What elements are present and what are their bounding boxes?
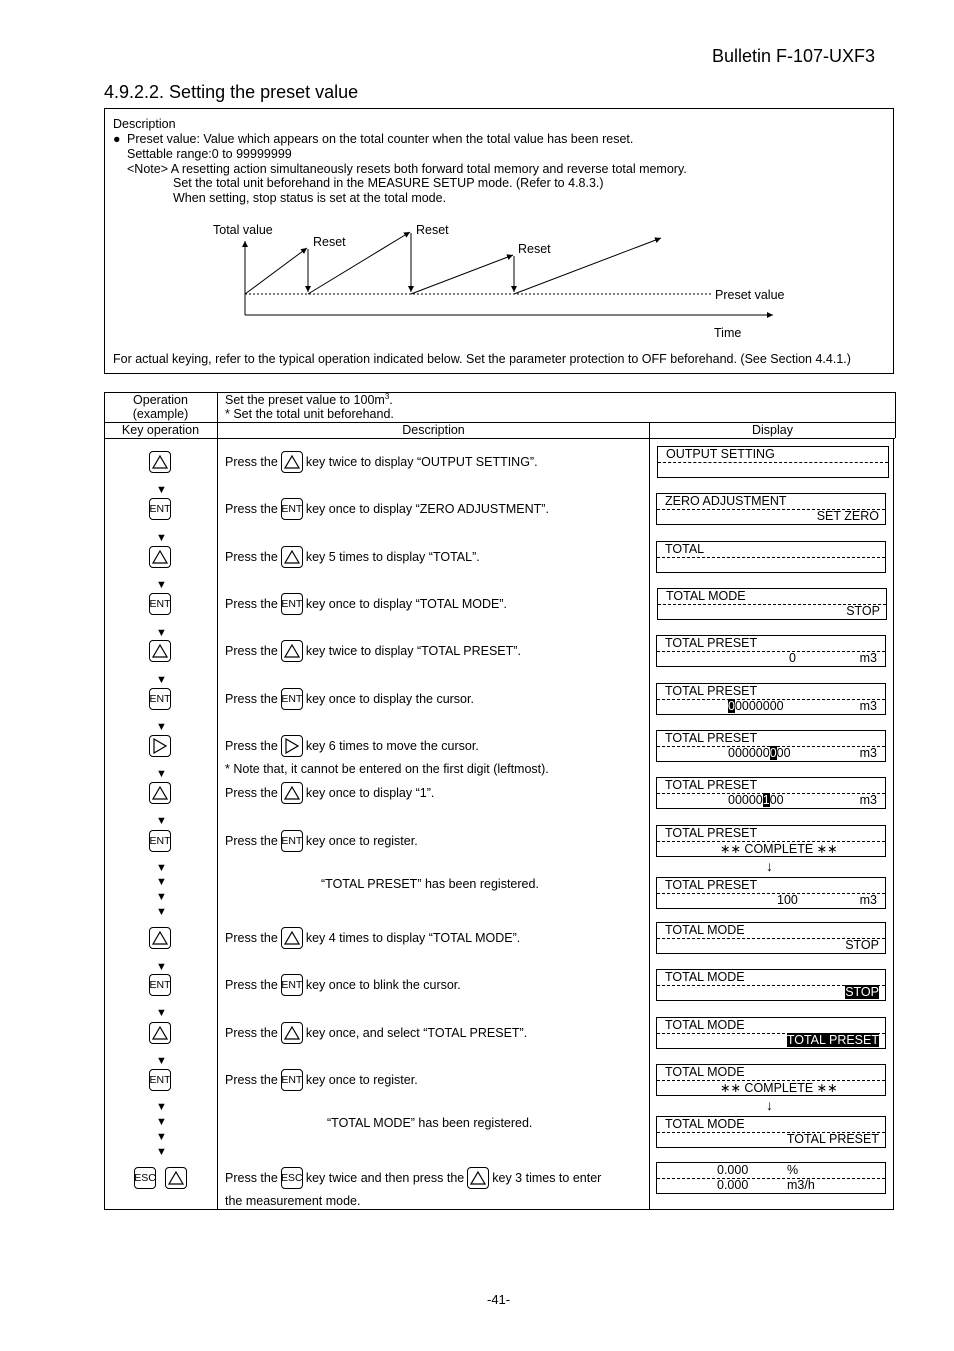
display-line-2: 0 [789, 651, 796, 665]
operation-label-line2: (example) [132, 407, 189, 421]
display-line-2 [728, 793, 784, 807]
display-line-1: TOTAL PRESET [665, 778, 758, 792]
up-key-icon [149, 927, 171, 949]
step-text: Press the [225, 455, 278, 469]
lcd-display [656, 1017, 886, 1049]
step-description [225, 974, 461, 996]
display-value: 0.000 [717, 1178, 749, 1192]
step-text: Press the [225, 597, 278, 611]
display-line-1: TOTAL MODE [665, 1065, 745, 1079]
step-text: Press the [225, 692, 278, 706]
step-text: key once to register. [305, 1073, 418, 1087]
up-key-icon [281, 546, 303, 568]
step-description [225, 688, 474, 710]
display-unit: m3/h [787, 1178, 815, 1192]
step-description [225, 927, 520, 949]
settable-range: Settable range:0 to 99999999 [127, 147, 292, 161]
right-key-icon [149, 735, 171, 757]
display-unit: m3 [859, 746, 877, 760]
graph-y-label: Total value [213, 223, 273, 237]
display-line-1: TOTAL MODE [665, 970, 745, 984]
down-arrow-icon: ↓ [766, 1097, 773, 1113]
flow-arrow-icon: ▼ [156, 674, 167, 686]
example-line-2: * Set the total unit beforehand. [225, 407, 394, 421]
ent-key-icon: ENT [281, 974, 303, 996]
step-text: key once to display “1”. [305, 786, 435, 800]
flow-arrow-icon: ▼ [156, 1007, 167, 1019]
reset-label-1: Reset [313, 235, 346, 249]
display-line-1: TOTAL PRESET [665, 731, 758, 745]
step-text: Press the [225, 1171, 278, 1185]
display-line-1: TOTAL MODE [665, 923, 745, 937]
flow-arrow-icon: ▼ [156, 1146, 167, 1158]
description-box [104, 108, 894, 374]
display-line-2: ∗∗ COMPLETE ∗∗ [720, 1081, 838, 1095]
display-line-2: STOP [845, 985, 879, 999]
display-line-2 [728, 746, 791, 760]
display-line-1: TOTAL MODE [666, 589, 746, 603]
esc-key-icon: ESC [134, 1167, 156, 1189]
up-key-icon [149, 451, 171, 473]
step-description [225, 451, 538, 473]
display-line-1: TOTAL PRESET [665, 878, 758, 892]
down-arrow-icon: ↓ [766, 858, 773, 874]
cursor-digit: 1 [762, 793, 770, 807]
up-key-icon [281, 927, 303, 949]
step-text: Press the [225, 786, 278, 800]
flow-arrow-icon: ▼ [156, 906, 167, 918]
flow-arrow-icon: ▼ [156, 1055, 167, 1067]
step-text: Press the [225, 739, 278, 753]
graph-x-label: Time [714, 326, 742, 340]
digits-after-cursor: 0000000 [734, 699, 784, 713]
registered-message: “TOTAL MODE” has been registered. [327, 1116, 533, 1130]
display-line-2: ∗∗ COMPLETE ∗∗ [720, 842, 838, 856]
up-key-icon [149, 546, 171, 568]
lcd-display [657, 446, 889, 478]
display-line-1: TOTAL MODE [665, 1117, 745, 1131]
step-text: key twice to display “TOTAL PRESET”. [305, 644, 521, 658]
digits-before-cursor: 000000 [728, 746, 770, 760]
cursor-digit: 0 [769, 746, 777, 760]
ent-key-icon: ENT [281, 498, 303, 520]
note-line-1: <Note> A resetting action simultaneously resets both forward total memory and reverse total memory. [127, 162, 687, 176]
col-header-display: Display [752, 423, 793, 437]
display-line-2 [728, 699, 784, 713]
up-key-icon [281, 1022, 303, 1044]
ent-key-icon: ENT [149, 1069, 171, 1091]
step-text: key once, and select “TOTAL PRESET”. [305, 1026, 528, 1040]
up-key-icon [281, 782, 303, 804]
flow-arrow-icon: ▼ [156, 876, 167, 888]
registered-message: “TOTAL PRESET” has been registered. [321, 877, 539, 891]
ent-key-icon: ENT [281, 593, 303, 615]
reset-label-3: Reset [518, 242, 551, 256]
ent-key-icon: ENT [149, 688, 171, 710]
step-description [225, 782, 434, 804]
display-line-2: SET ZERO [816, 509, 879, 523]
step-text: Press the [225, 502, 278, 516]
up-key-icon [165, 1167, 187, 1189]
operation-label-line1: Operation [133, 393, 188, 407]
flow-arrow-icon: ▼ [156, 1116, 167, 1128]
step-description [225, 735, 479, 757]
page-number: -41- [487, 1292, 511, 1307]
display-line-2: TOTAL PRESET [786, 1033, 879, 1047]
display-unit: m3 [859, 793, 877, 807]
step-text: Press the [225, 931, 278, 945]
note-line-3: When setting, stop status is set at the total mode. [173, 191, 447, 205]
bulletin-number: Bulletin F-107-UXF3 [712, 46, 876, 66]
step-text: key once to blink the cursor. [305, 978, 461, 992]
display-unit: m3 [859, 699, 877, 713]
flow-arrow-icon: ▼ [156, 484, 167, 496]
flow-arrow-icon: ▼ [156, 1101, 167, 1113]
note-line-2: Set the total unit beforehand in the MEASURE SETUP mode. (Refer to 4.8.3.) [173, 176, 604, 190]
step-text: Press the [225, 644, 278, 658]
display-unit: m3 [859, 893, 877, 907]
display-line-1: TOTAL PRESET [665, 636, 758, 650]
display-line-1: TOTAL PRESET [665, 684, 758, 698]
up-key-icon [281, 640, 303, 662]
ent-key-icon: ENT [281, 688, 303, 710]
lcd-display [656, 1064, 886, 1096]
display-unit: m3 [859, 651, 877, 665]
lcd-display [656, 777, 886, 809]
example-line-1: Set the preset value to $100m^3$. [225, 392, 393, 408]
col-header-description: Description [402, 423, 465, 437]
up-key-icon [149, 782, 171, 804]
section-title: 4.9.2.2. Setting the preset value [104, 82, 359, 102]
lcd-display [656, 877, 886, 909]
bullet-icon: ● [113, 132, 121, 146]
flow-arrow-icon: ▼ [156, 721, 167, 733]
lcd-display [656, 541, 886, 573]
display-unit: % [787, 1163, 799, 1177]
lcd-display [656, 683, 886, 715]
lcd-display [656, 825, 886, 857]
step-description [225, 640, 521, 662]
step-text: key once to display the cursor. [305, 692, 474, 706]
digits-after-cursor: 00 [776, 746, 791, 760]
display-line-2: STOP [845, 938, 879, 952]
ent-key-icon: ENT [149, 830, 171, 852]
step-description [225, 593, 507, 615]
display-line-1: TOTAL MODE [665, 1018, 745, 1032]
preset-value-label: Preset value [715, 288, 785, 302]
lcd-display [656, 969, 886, 1001]
reset-label-2: Reset [416, 223, 449, 237]
flow-arrow-icon: ▼ [156, 532, 167, 544]
flow-arrow-icon: ▼ [156, 862, 167, 874]
step-text: Press the [225, 1026, 278, 1040]
up-key-icon [149, 1022, 171, 1044]
digits-before-cursor: 00000 [728, 793, 763, 807]
step-text: Press the [225, 1073, 278, 1087]
up-key-icon [149, 640, 171, 662]
right-key-icon [281, 735, 303, 757]
lcd-display [656, 922, 886, 954]
step-text: Press the [225, 550, 278, 564]
step-description [225, 1069, 418, 1091]
step-text: Press the [225, 834, 278, 848]
display-line-2: STOP [846, 604, 880, 618]
ent-key-icon: ENT [149, 498, 171, 520]
lcd-display [656, 1116, 886, 1148]
up-key-icon [467, 1167, 489, 1189]
col-header-key: Key operation [121, 423, 200, 437]
flow-arrow-icon: ▼ [156, 1131, 167, 1143]
step-text: key once to display “TOTAL MODE”. [305, 597, 508, 611]
ent-key-icon: ENT [281, 1069, 303, 1091]
lcd-display [656, 493, 886, 525]
flow-arrow-icon: ▼ [156, 815, 167, 827]
ent-key-icon: ENT [149, 593, 171, 615]
step-text: key 4 times to display “TOTAL MODE”. [305, 931, 521, 945]
step-description [225, 830, 418, 852]
flow-arrow-icon: ▼ [156, 627, 167, 639]
step-text-continued: the measurement mode. [225, 1194, 361, 1208]
step-description [225, 546, 480, 568]
lcd-display [657, 588, 887, 620]
display-line-1: OUTPUT SETTING [666, 447, 775, 461]
step-text: key 5 times to display “TOTAL”. [305, 550, 480, 564]
step-text: key 3 times to enter [492, 1171, 602, 1185]
display-line-1: TOTAL [665, 542, 705, 556]
preset-graph [105, 109, 893, 373]
digits-after-cursor: 00 [769, 793, 784, 807]
up-key-icon [281, 451, 303, 473]
lcd-display [656, 635, 886, 667]
description-footer: For actual keying, refer to the typical operation indicated below. Set the parameter protection to OFF beforehand. (See Section 4.4.1.) [113, 352, 851, 366]
step-text: Press the [225, 978, 278, 992]
flow-arrow-icon: ▼ [156, 768, 167, 780]
display-value: 0.000 [717, 1163, 749, 1177]
step-text: key twice and then press the [305, 1171, 465, 1185]
cursor-digit: 0 [728, 699, 735, 713]
display-line-1: TOTAL PRESET [665, 826, 758, 840]
flow-arrow-icon: ▼ [156, 891, 167, 903]
preset-value-definition: Preset value: Value which appears on the total counter when the total value has been reset. [127, 132, 634, 146]
first-digit-note: * Note that, it cannot be entered on the first digit (leftmost). [225, 762, 549, 776]
step-text: key once to register. [305, 834, 418, 848]
lcd-display [656, 1162, 886, 1194]
flow-arrow-icon: ▼ [156, 579, 167, 591]
step-description [225, 1167, 601, 1189]
description-heading: Description [113, 117, 176, 131]
step-description [225, 1022, 527, 1044]
display-line-2: TOTAL PRESET [786, 1132, 879, 1146]
ent-key-icon: ENT [149, 974, 171, 996]
display-line-1: ZERO ADJUSTMENT [665, 494, 787, 508]
step-text: key 6 times to move the cursor. [305, 739, 479, 753]
esc-key-icon: ESC [281, 1167, 303, 1189]
step-description [225, 498, 549, 520]
display-line-2: 100 [777, 893, 798, 907]
step-text: key once to display “ZERO ADJUSTMENT”. [305, 502, 549, 516]
lcd-display [656, 730, 886, 762]
ent-key-icon: ENT [281, 830, 303, 852]
flow-arrow-icon: ▼ [156, 961, 167, 973]
step-text: key twice to display “OUTPUT SETTING”. [305, 455, 538, 469]
